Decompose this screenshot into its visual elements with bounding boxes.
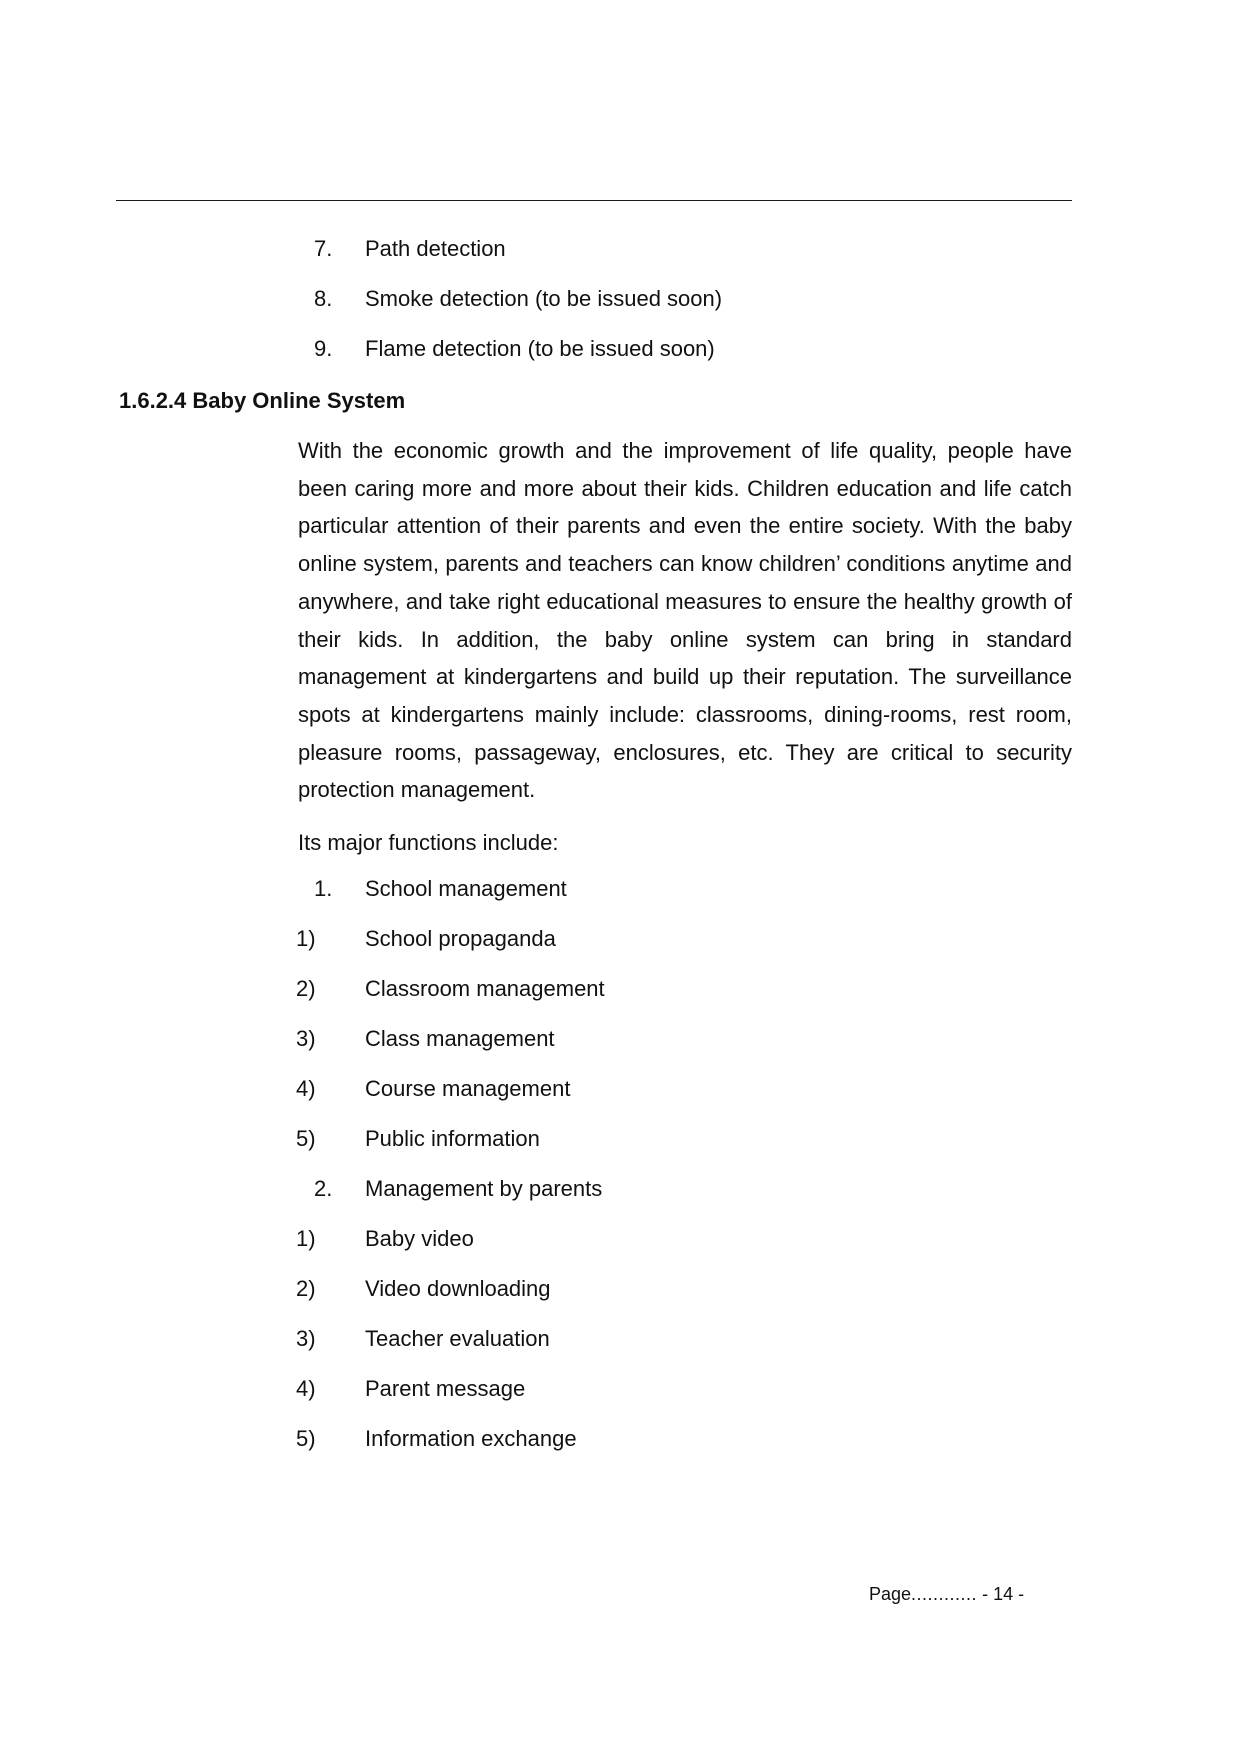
- list-text: Path detection: [365, 236, 506, 261]
- sub-list-text: Video downloading: [365, 1276, 551, 1301]
- sub-list-text: Baby video: [365, 1226, 474, 1251]
- body-paragraph: With the economic growth and the improvement of life quality, people have been caring more and more about their kids. Children education and life catch particular attention of their parents and even the entire society. With the baby online system, parents and teachers can know children’ conditions anytime and anywhere, and take right educational measures to ensure the healthy growth of their kids. In addition, the baby online system can bring in standard management at kindergartens and build up their reputation. The surveillance spots at kindergartens mainly include: classrooms, dining-rooms, rest room, pleasure rooms, passageway, enclosures, etc. They are critical to security protection management.: [298, 438, 1072, 803]
- sub-list-text: Course management: [365, 1076, 571, 1101]
- sub-list-number: 1): [296, 1226, 316, 1251]
- sub-list-text: Classroom management: [365, 976, 605, 1001]
- sub-list-number: 4): [296, 1076, 316, 1101]
- page-number: - 14 -: [982, 1584, 1025, 1604]
- group-title: School management: [365, 876, 567, 901]
- sub-list-text: School propaganda: [365, 926, 556, 951]
- sub-list-number: 2): [296, 976, 316, 1001]
- list-number: 9.: [314, 336, 333, 361]
- sub-list-text: Teacher evaluation: [365, 1326, 550, 1351]
- sub-list-number: 3): [296, 1326, 316, 1351]
- sub-list-number: 2): [296, 1276, 316, 1301]
- sub-list-number: 3): [296, 1026, 316, 1051]
- list-number: 7.: [314, 236, 333, 261]
- sub-list-text: Information exchange: [365, 1426, 577, 1451]
- sub-list-number: 5): [296, 1426, 316, 1451]
- group-number: 2.: [314, 1176, 333, 1201]
- group-number: 1.: [314, 876, 333, 901]
- page-label: Page: [869, 1584, 912, 1604]
- list-text: Smoke detection (to be issued soon): [365, 286, 723, 311]
- page-leader-dots: ............: [911, 1584, 978, 1604]
- list-number: 8.: [314, 286, 333, 311]
- sub-list-number: 4): [296, 1376, 316, 1401]
- page-footer: [869, 1583, 1024, 1605]
- sub-list-number: 1): [296, 926, 316, 951]
- functions-intro: Its major functions include:: [298, 830, 559, 855]
- list-text: Flame detection (to be issued soon): [365, 336, 715, 361]
- sub-list-text: Class management: [365, 1026, 555, 1051]
- sub-list-text: Parent message: [365, 1376, 526, 1401]
- sub-list-number: 5): [296, 1126, 316, 1151]
- section-heading: 1.6.2.4 Baby Online System: [119, 388, 406, 413]
- group-title: Management by parents: [365, 1176, 603, 1201]
- header-rule: [116, 200, 1072, 201]
- sub-list-text: Public information: [365, 1126, 540, 1151]
